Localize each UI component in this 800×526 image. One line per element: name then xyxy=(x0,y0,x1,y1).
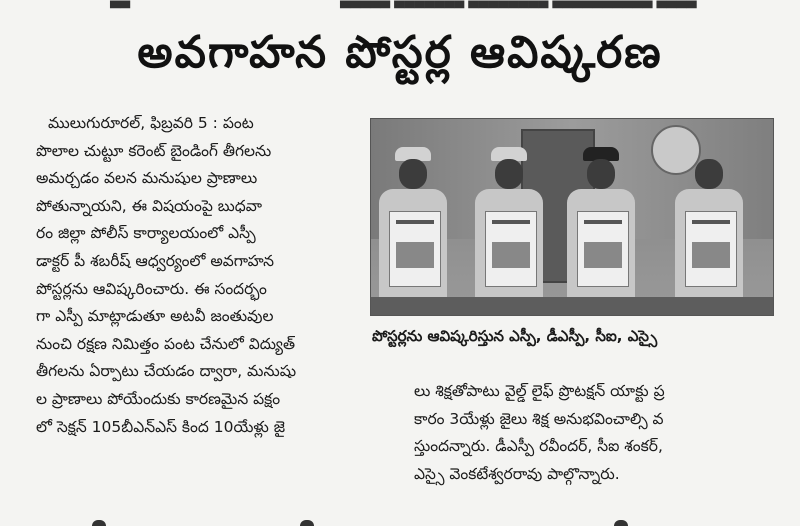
article-line: నుంచి రక్షణ నిమిత్తం పంట చేనులో విద్యుత్ xyxy=(36,334,296,353)
article-line: లు శిక్షతోపాటు వైల్డ్ లైఫ్ ప్రొటక్షన్ యాక్టు ప్ర xyxy=(414,382,665,400)
article-right-column xyxy=(414,378,770,488)
awareness-poster xyxy=(685,211,737,287)
awareness-poster xyxy=(577,211,629,287)
headline: అవగాహన పోస్టర్ల ఆవిష్కరణ xyxy=(137,27,663,78)
article-line: ల ప్రాణాలు పోయేందుకు కారణమైన పక్షం xyxy=(36,389,281,408)
article-line: పోస్టర్లను ఆవిష్కరించారు. ఈ సందర్భం xyxy=(36,279,267,298)
news-photo xyxy=(370,118,774,316)
photo-caption: పోస్టర్లను ఆవిష్కరిస్తున ఎస్పీ, డీఎస్పీ, సీఐ, ఎస్సై xyxy=(372,327,658,345)
article-line: డాక్టర్ పీ శబరీష్ ఆధ్వర్యంలో అవగాహన xyxy=(36,251,275,270)
article-line: స్తుందన్నారు. డీఎస్పీ రవీందర్, సీఐ శంకర్, xyxy=(414,437,663,456)
article-line: రం జిల్లా పోలీస్ కార్యాలయంలో ఎస్పీ xyxy=(36,224,256,243)
article-line: పొలాల చుట్టూ కరెంట్ బైండింగ్ తీగలను xyxy=(36,141,272,160)
photo-table xyxy=(371,297,773,315)
article-line: ఎస్సై వెంకటేశ్వరరావు పాల్గొన్నారు. xyxy=(414,464,620,483)
article-line: తీగలను ఏర్పాటు చేయడం ద్వారా, మనుషు xyxy=(36,362,297,381)
officer-figure xyxy=(671,147,745,316)
officer-figure xyxy=(563,147,637,316)
article-line: అమర్చడం వలన మనుషుల ప్రాణాలు xyxy=(36,169,258,188)
officer-figure xyxy=(471,147,545,316)
awareness-poster xyxy=(389,211,441,287)
article-line: కారం 3యేళ్లు జైలు శిక్ష అనుభవించాల్సి వ xyxy=(414,409,664,428)
article-line: లో సెక్షన్ 105బీఎన్ఎస్ కింద 10యేళ్లు జై xyxy=(36,417,286,436)
previous-article-cutoff: ▄▄ ▄▄▄▄▄ ▄▄▄▄▄▄▄ ▄▄▄▄▄▄▄▄ ▄▄▄▄▄▄▄▄▄▄ ▄▄▄▄ xyxy=(110,0,697,9)
article-line: పోతున్నాయని, ఈ విషయంపై బుధవా xyxy=(36,196,262,215)
article-line: ములుగురూరల్, ఫిబ్రవరి 5 : పంట xyxy=(48,114,254,132)
officer-figure xyxy=(375,147,449,316)
awareness-poster xyxy=(485,211,537,287)
article-line: గా ఎస్పీ మాట్లాడుతూ అటవీ జంతువుల xyxy=(36,307,274,326)
article-left-column xyxy=(36,110,368,441)
next-article-cutoff xyxy=(0,516,800,526)
